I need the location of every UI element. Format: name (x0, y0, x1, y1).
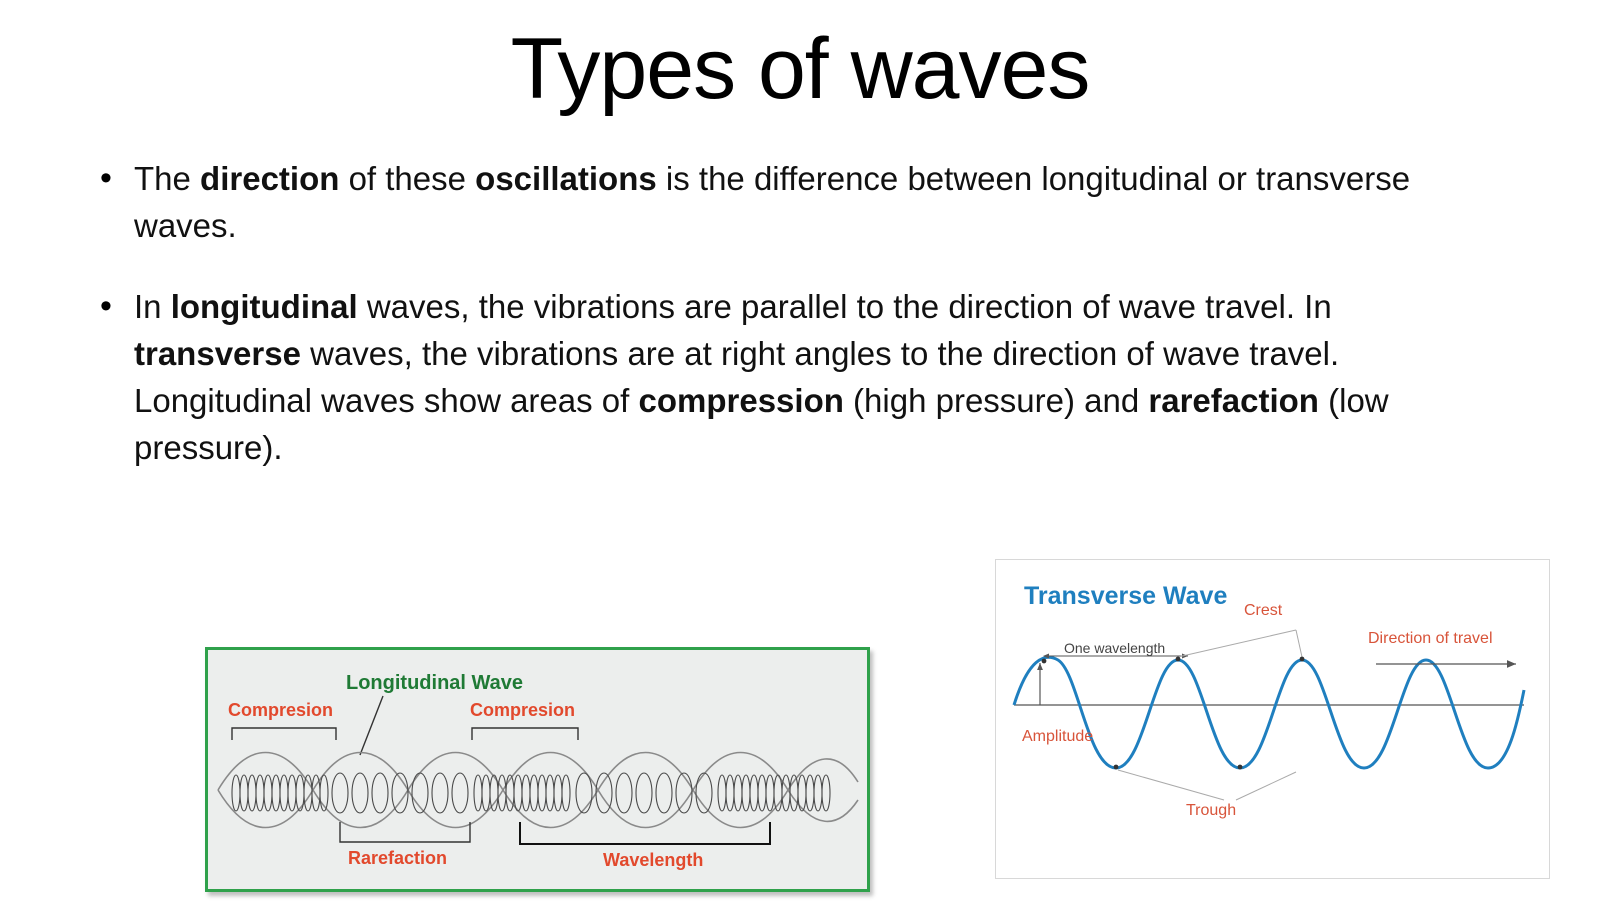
emphasis-text: longitudinal (170, 288, 358, 326)
list-item (100, 156, 1490, 250)
plain-text: (high pressure) and (843, 381, 1149, 419)
emphasis-text: rarefaction (1148, 381, 1319, 419)
list-item (100, 284, 1490, 471)
plain-text: is the difference between longitudinal or transverse waves. (134, 160, 1411, 245)
plain-text: In (134, 288, 171, 326)
plain-text: waves, the vibrations are at right angles to the direction of wave travel. Longitudinal waves show areas of (134, 334, 1340, 419)
label-direction-of-travel: Direction of travel (1368, 630, 1493, 647)
label-crest: Crest (1244, 602, 1283, 619)
longitudinal-wave-diagram (208, 650, 867, 889)
label-compression-left: Compresion (228, 700, 334, 720)
page-title: Types of waves (510, 21, 1090, 117)
emphasis-text: transverse (134, 334, 301, 372)
bullet-dot-icon: • (100, 159, 112, 198)
longitudinal-wave-figure (205, 647, 870, 892)
transverse-wave-figure (995, 559, 1550, 879)
transverse-figure-title: Transverse Wave (1024, 582, 1228, 610)
label-compression-right: Compresion (470, 700, 576, 720)
emphasis-text: direction (200, 160, 340, 198)
bullet-2-text (134, 284, 1490, 471)
label-one-wavelength: One wavelength (1064, 640, 1166, 656)
plain-text: of these (339, 160, 476, 198)
label-trough: Trough (1186, 802, 1237, 819)
longitudinal-figure-title: Longitudinal Wave (346, 672, 524, 694)
emphasis-text: compression (638, 381, 844, 419)
label-wavelength: Wavelength (603, 850, 704, 870)
plain-text: The (134, 160, 201, 198)
bullet-list (0, 156, 1600, 471)
figures-row (0, 569, 1600, 919)
bullet-dot-icon: • (100, 287, 112, 326)
emphasis-text: oscillations (475, 160, 657, 198)
label-amplitude: Amplitude (1022, 728, 1094, 745)
label-rarefaction: Rarefaction (348, 848, 448, 868)
slide (0, 21, 1600, 919)
bullet-1-text (134, 156, 1490, 250)
plain-text: (low pressure). (134, 381, 1389, 466)
plain-text: waves, the vibrations are parallel to the direction of wave travel. In (357, 288, 1332, 326)
